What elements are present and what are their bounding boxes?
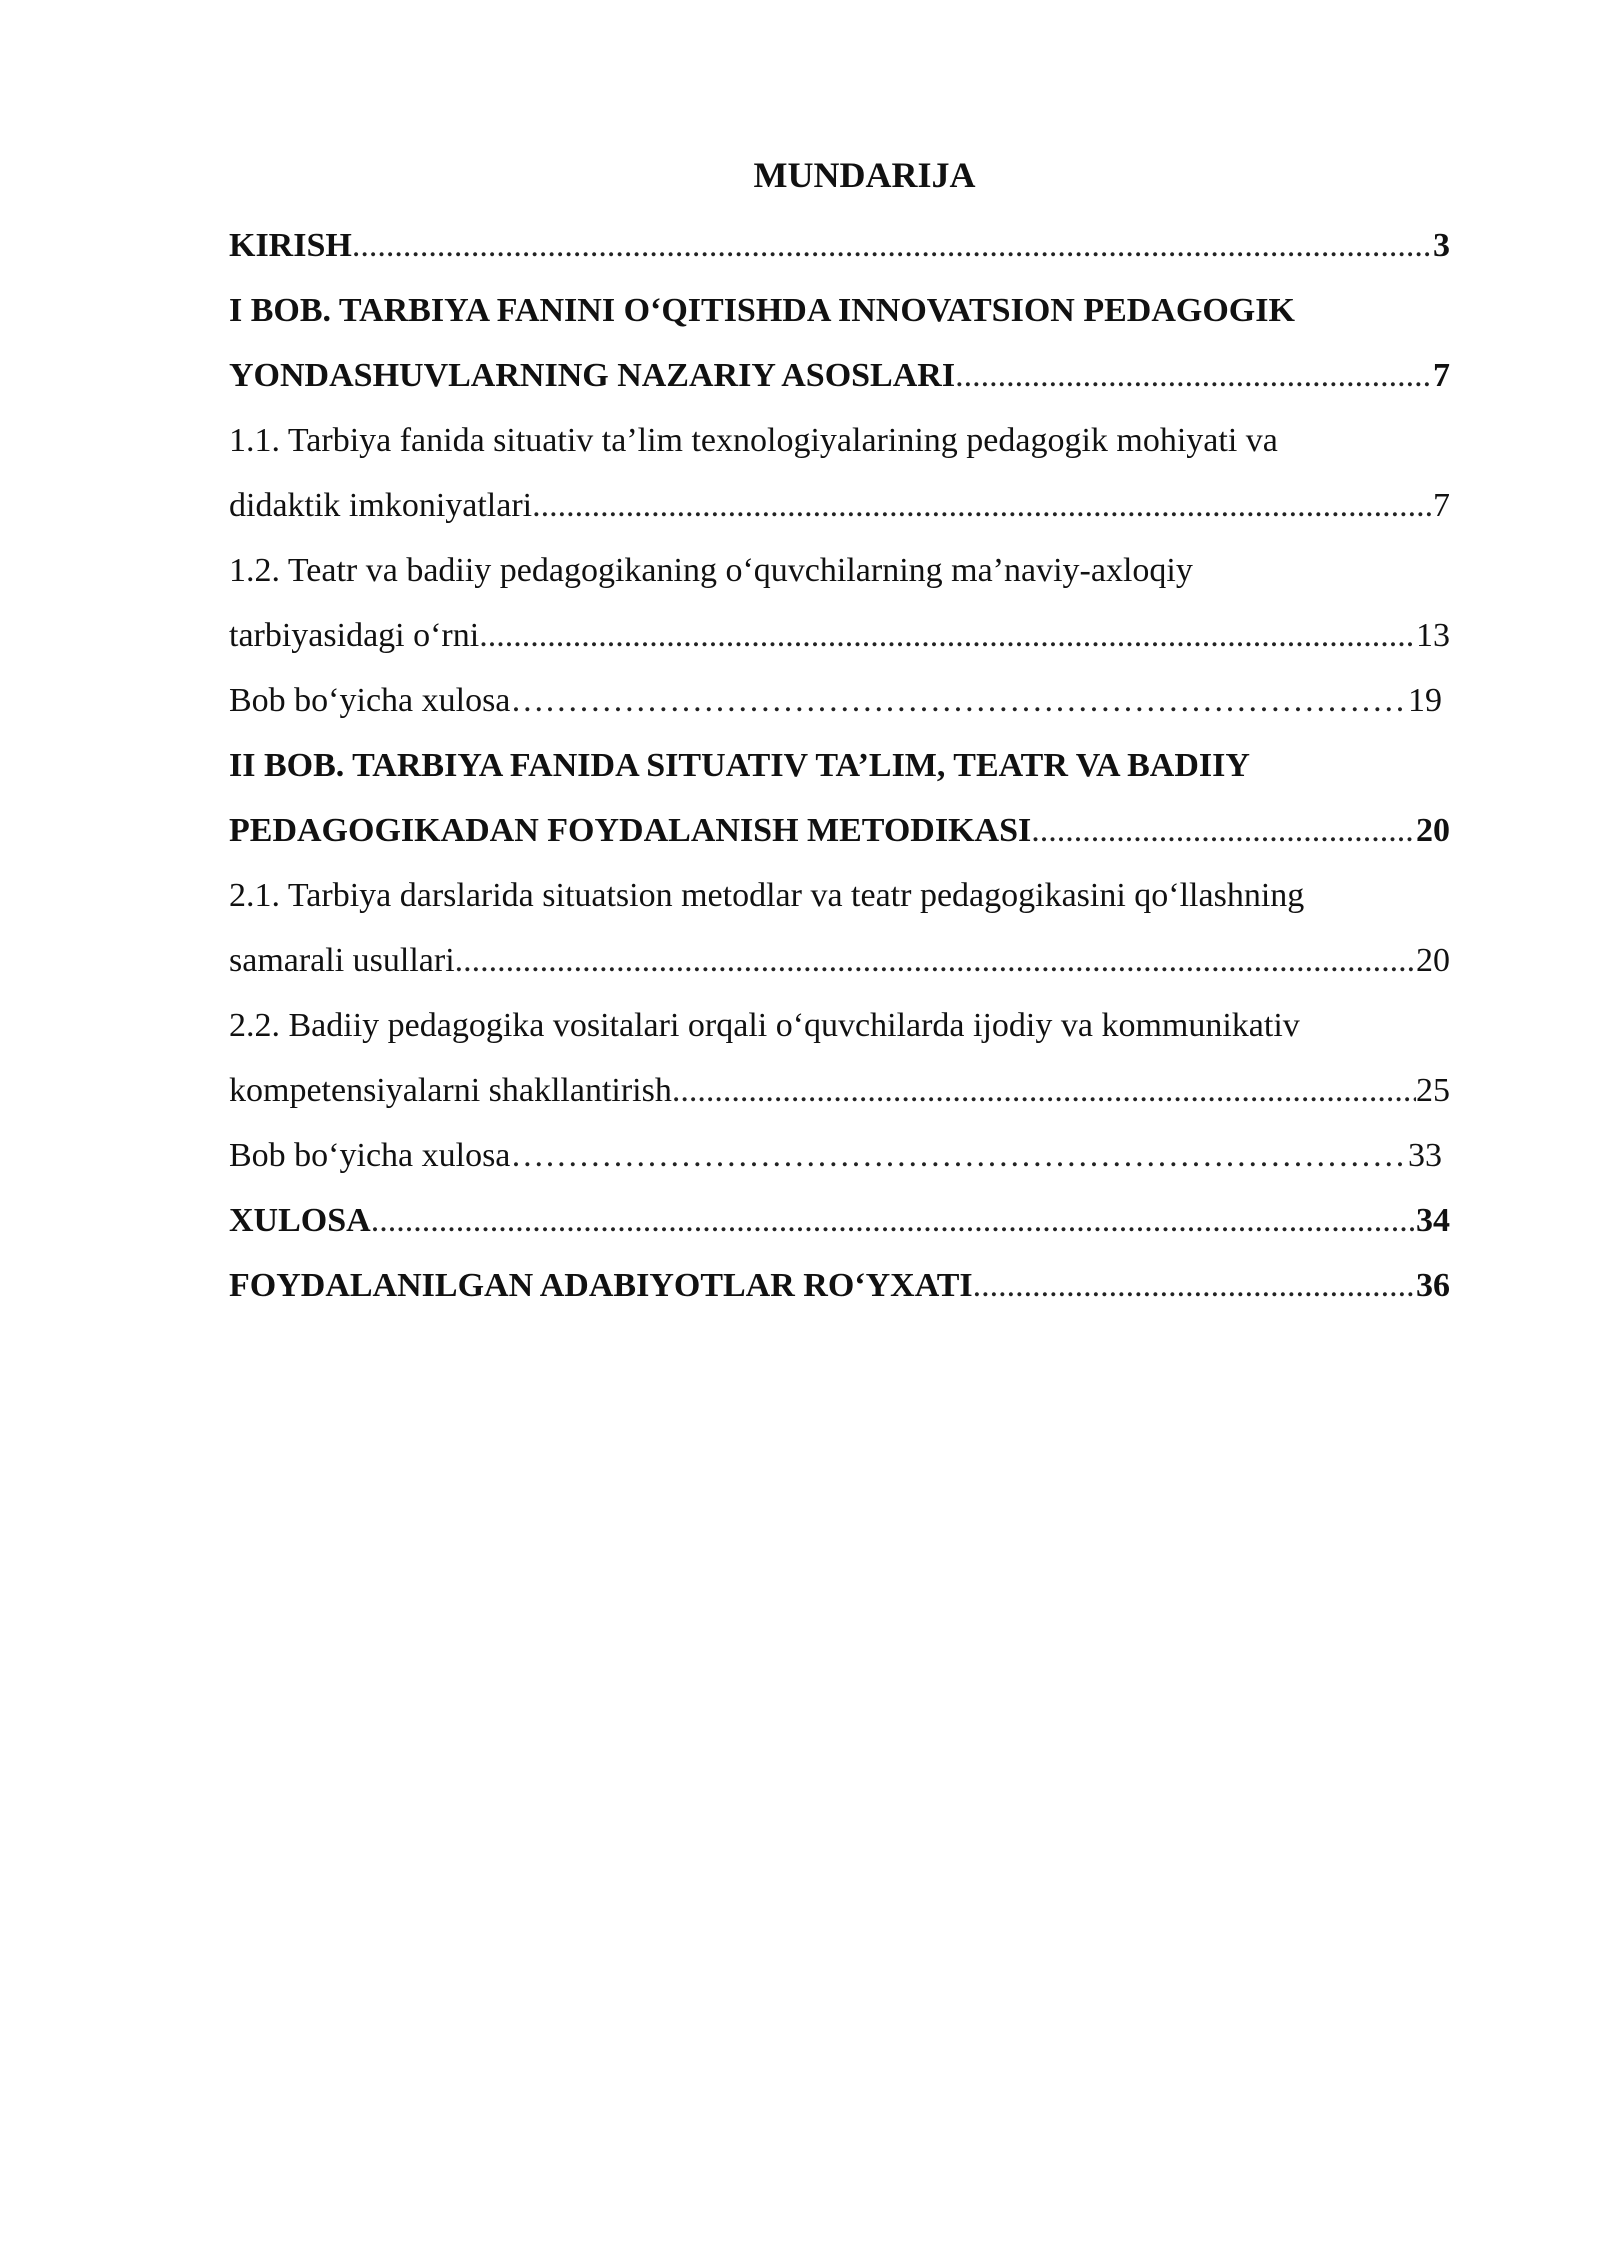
toc-entry-text: Bob bo‘yicha xulosa [229, 682, 511, 719]
toc-entry-text: samarali usullari [229, 942, 455, 979]
dot-leader [455, 928, 1416, 993]
toc-entry-text: FOYDALANILGAN ADABIYOTLAR RO‘YXATI [229, 1267, 973, 1304]
toc-entry-section-1-1-line-2[interactable] [229, 473, 1450, 538]
toc-entry-section-2-1-line-2[interactable] [229, 928, 1450, 993]
toc-page-number: 13 [1416, 617, 1450, 654]
toc-entries [229, 213, 1450, 1318]
toc-page-number: 3 [1433, 227, 1450, 264]
toc-entry-text: 1.2. Teatr va badiiy pedagogikaning o‘quvchilarning ma’naviy-axloqiy [229, 552, 1193, 589]
toc-page-number: 20 [1416, 812, 1450, 849]
toc-entry-text: 1.1. Tarbiya fanida situativ ta’lim texnologiyalarining pedagogik mohiyati va [229, 422, 1278, 459]
toc-entry-text: KIRISH [229, 227, 352, 264]
toc-entry-text: II BOB. TARBIYA FANIDA SITUATIV TA’LIM, TEATR VA BADIIY [229, 747, 1250, 784]
toc-entry-text: Bob bo‘yicha xulosa [229, 1137, 511, 1174]
toc-entry-section-1-1-line-1[interactable] [229, 408, 1450, 473]
toc-entry-conclusion[interactable] [229, 1188, 1450, 1253]
toc-entry-section-2-2-line-1[interactable] [229, 993, 1450, 1058]
toc-entry-chapter-2-line-1[interactable] [229, 733, 1450, 798]
toc-entry-chapter-2-summary[interactable] [229, 1123, 1450, 1188]
dot-leader [672, 1058, 1416, 1123]
toc-page-number: 33 [1408, 1137, 1442, 1174]
dot-leader [1031, 798, 1416, 863]
toc-page-number: 7 [1433, 357, 1450, 394]
dot-leader [352, 213, 1433, 278]
dot-leader [510, 668, 1408, 733]
dot-leader [371, 1188, 1416, 1253]
dot-leader [510, 1123, 1408, 1188]
dot-leader [955, 343, 1433, 408]
toc-entry-text: 2.2. Badiiy pedagogika vositalari orqali o‘quvchilarda ijodiy va kommunikativ [229, 1007, 1300, 1044]
toc-entry-chapter-1-line-2[interactable] [229, 343, 1450, 408]
toc-entry-text: 2.1. Tarbiya darslarida situatsion metodlar va teatr pedagogikasini qo‘llashning [229, 877, 1305, 914]
toc-page-number: 36 [1416, 1267, 1450, 1304]
toc-entry-text: tarbiyasidagi o‘rni [229, 617, 480, 654]
toc-entry-chapter-1-line-1[interactable] [229, 278, 1450, 343]
toc-entry-text: kompetensiyalarni shakllantirish [229, 1072, 672, 1109]
toc-entry-chapter-2-line-2[interactable] [229, 798, 1450, 863]
toc-title: MUNDARIJA [753, 155, 976, 195]
dot-leader [532, 473, 1433, 538]
toc-entry-section-2-1-line-1[interactable] [229, 863, 1450, 928]
toc-entry-section-1-2-line-2[interactable] [229, 603, 1450, 668]
toc-entry-text: didaktik imkoniyatlari [229, 487, 533, 524]
toc-entry-section-2-2-line-2[interactable] [229, 1058, 1450, 1123]
toc-entry-references[interactable] [229, 1253, 1450, 1318]
dot-leader [479, 603, 1416, 668]
toc-page-number: 19 [1408, 682, 1442, 719]
table-of-contents [229, 148, 1450, 1318]
toc-entry-text: I BOB. TARBIYA FANINI O‘QITISHDA INNOVATSION PEDAGOGIK [229, 292, 1295, 329]
toc-entry-section-1-2-line-1[interactable] [229, 538, 1450, 603]
toc-page-number: 34 [1416, 1202, 1450, 1239]
toc-page-number: 20 [1416, 942, 1450, 979]
toc-page-number: 25 [1416, 1072, 1450, 1109]
toc-entry-kirish[interactable] [229, 213, 1450, 278]
toc-page-number: 7 [1433, 487, 1450, 524]
toc-entry-chapter-1-summary[interactable] [229, 668, 1450, 733]
dot-leader [973, 1253, 1416, 1318]
toc-entry-text: PEDAGOGIKADAN FOYDALANISH METODIKASI [229, 812, 1032, 849]
toc-entry-text: YONDASHUVLARNING NAZARIY ASOSLARI [229, 357, 956, 394]
toc-entry-text: XULOSA [229, 1202, 371, 1239]
